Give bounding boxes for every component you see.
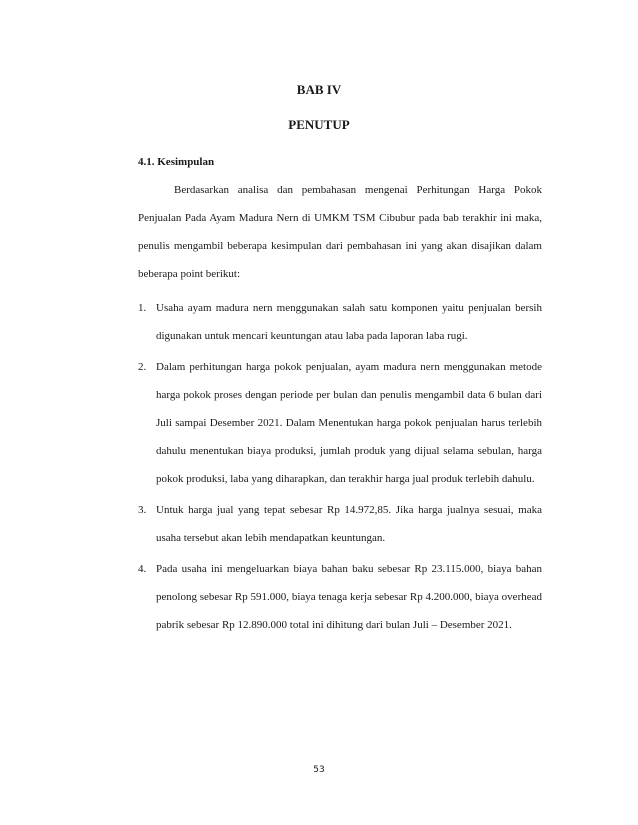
- chapter-title: PENUTUP: [288, 117, 350, 132]
- list-item: [138, 294, 542, 350]
- list-item-number: 1.: [138, 302, 147, 314]
- list-item-number: 4.: [138, 563, 147, 575]
- list-item-number: 3.: [138, 504, 147, 516]
- list-item-text: Dalam perhitungan harga pokok penjualan, ayam madura nern menggunakan metode harga pokok proses dengan periode per bulan dan penulis mengambil data 6 bulan dari Juli sampai Desember 2021. Dalam Menentukan harga pokok penjualan harus terlebih dahulu menentukan biaya produksi, jumlah produk yang dijual selama sebulan, harga pokok produksi, laba yang diharapkan, dan terakhir harga jual produk terlebih dahulu.: [156, 361, 542, 485]
- list-item-text: Untuk harga jual yang tepat sebesar Rp 14.972,85. Jika harga jualnya sesuai, maka usaha tersebut akan lebih mendapatkan keuntungan.: [156, 504, 542, 544]
- list-item: [138, 555, 542, 639]
- intro-paragraph: Berdasarkan analisa dan pembahasan mengenai Perhitungan Harga Pokok Penjualan Pada Ayam Madura Nern di UMKM TSM Cibubur pada bab terakhir ini maka, penulis mengambil beberapa kesimpulan dari pembahasan ini yang akan disajikan dalam beberapa point berikut:: [138, 184, 542, 280]
- list-item-text: Pada usaha ini mengeluarkan biaya bahan baku sebesar Rp 23.115.000, biaya bahan penolong sebesar Rp 591.000, biaya tenaga kerja sebesar Rp 4.200.000, biaya overhead pabrik sebesar Rp 12.890.000 total ini dihitung dari bulan Juli – Desember 2021.: [156, 563, 542, 631]
- section-heading: 4.1. Kesimpulan: [138, 156, 215, 168]
- conclusion-list: [138, 294, 542, 642]
- page-number: 53: [313, 765, 325, 775]
- chapter-label: BAB IV: [296, 82, 342, 97]
- list-item-text: Usaha ayam madura nern menggunakan salah satu komponen yaitu penjualan bersih digunakan untuk mencari keuntungan atau laba pada laporan laba rugi.: [156, 302, 542, 342]
- list-item: [138, 496, 542, 552]
- list-item-number: 2.: [138, 361, 147, 373]
- list-item: [138, 353, 542, 493]
